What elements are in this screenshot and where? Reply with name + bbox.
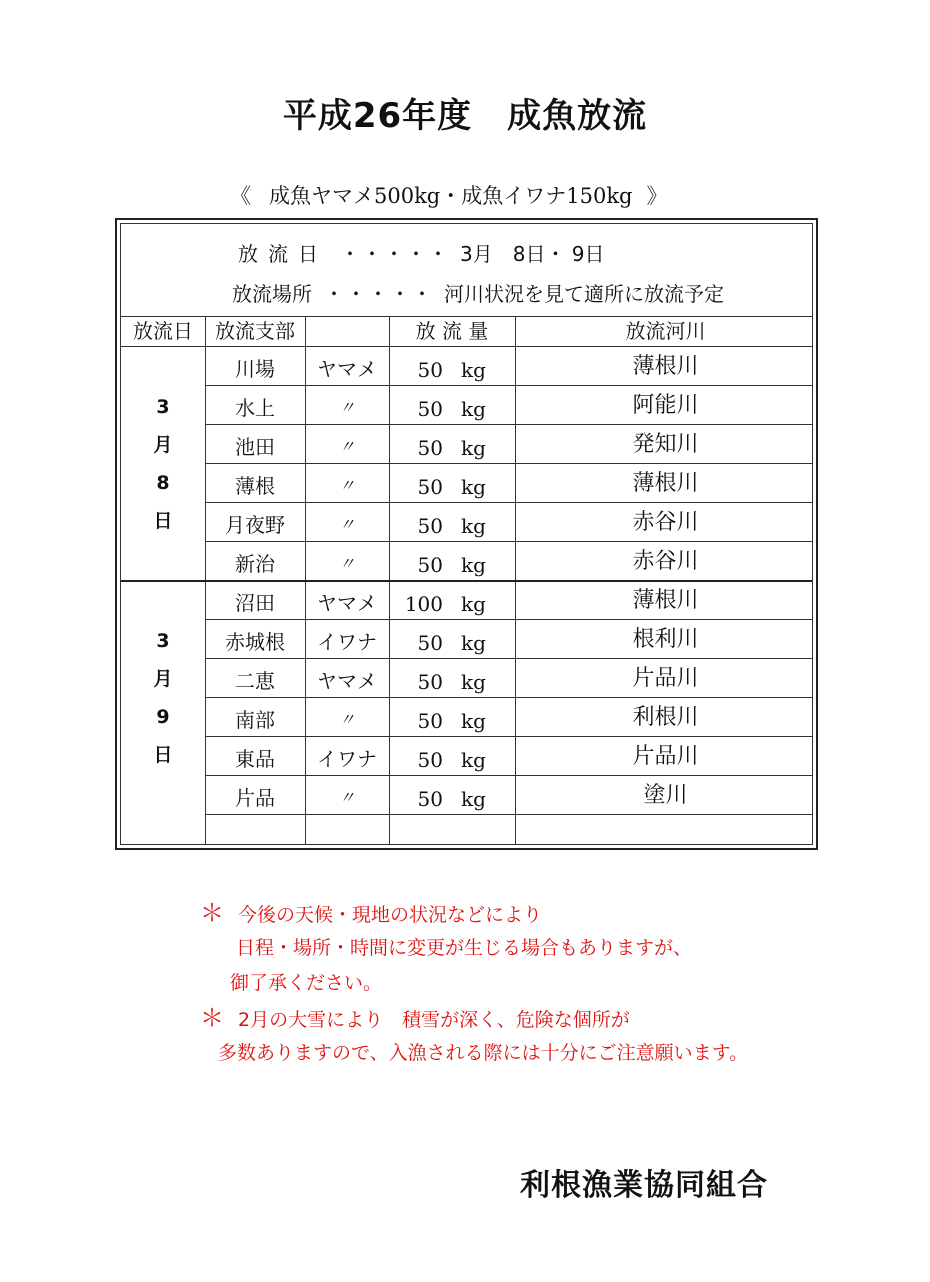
note-1-text: 今後の天候・現地の状況などにより <box>238 904 543 926</box>
table-row <box>205 425 812 464</box>
branch-cell: 月夜野 <box>225 513 285 537</box>
fish-cell: 〃 <box>338 476 355 495</box>
unit-cell: kg <box>461 553 486 577</box>
unit-cell: kg <box>461 514 486 538</box>
fish-cell: イワナ <box>317 747 377 771</box>
unit-cell: kg <box>461 358 486 382</box>
river-cell: 薄根川 <box>632 471 699 496</box>
group-date-char: 8 <box>156 472 170 494</box>
quantity-cell: 50 <box>417 709 443 733</box>
release-place-row <box>232 278 724 307</box>
fish-cell: 〃 <box>338 515 355 534</box>
subtitle-close-bracket: 》 <box>646 184 668 208</box>
river-cell: 阿能川 <box>632 393 699 418</box>
unit-cell: kg <box>461 436 486 460</box>
table-row <box>205 581 812 620</box>
river-cell: 赤谷川 <box>632 549 699 574</box>
release-date-row <box>238 238 605 267</box>
unit-cell: kg <box>461 631 486 655</box>
release-date-label: 放流日 <box>238 242 328 266</box>
release-place-value: 河川状況を見て適所に放流予定 <box>444 282 724 306</box>
branch-cell: 水上 <box>235 396 275 420</box>
group-date-char: 月 <box>153 434 173 456</box>
table-row <box>205 503 812 542</box>
note-2-text: 2月の大雪により 積雪が深く、危険な個所が <box>238 1009 630 1031</box>
fish-cell: 〃 <box>338 398 355 417</box>
header-river: 放流河川 <box>625 319 706 343</box>
header-amount: 放 流 量 <box>415 319 489 343</box>
quantity-cell: 50 <box>417 631 443 655</box>
fish-cell: ヤマメ <box>317 669 377 693</box>
unit-cell: kg <box>461 748 486 772</box>
branch-cell: 東品 <box>235 747 275 771</box>
note-2-line-1 <box>200 1001 630 1038</box>
fish-cell: ヤマメ <box>317 591 377 615</box>
quantity-cell: 50 <box>417 670 443 694</box>
group-date-char: 日 <box>153 744 173 766</box>
fish-cell: 〃 <box>338 710 355 729</box>
unit-cell: kg <box>461 397 486 421</box>
note-2-line-2: 多数ありますので、入漁される際には十分にご注意願います。 <box>218 1042 749 1064</box>
unit-cell: kg <box>461 670 486 694</box>
table-row <box>205 620 812 659</box>
unit-cell: kg <box>461 709 486 733</box>
fish-cell: ヤマメ <box>317 357 377 381</box>
group-date-vertical <box>121 622 205 774</box>
note-1-line-3: 御了承ください。 <box>230 972 383 994</box>
fish-cell: 〃 <box>338 788 355 807</box>
river-cell: 塗川 <box>643 783 688 808</box>
header-date: 放流日 <box>133 319 193 343</box>
fish-cell: 〃 <box>338 554 355 573</box>
group-date-char: 3 <box>156 396 170 418</box>
fish-cell: イワナ <box>317 630 377 654</box>
river-cell: 薄根川 <box>632 354 699 379</box>
quantity-cell: 50 <box>417 514 443 538</box>
header-branch: 放流支部 <box>215 319 295 343</box>
release-table-inner <box>120 223 813 845</box>
unit-cell: kg <box>461 592 486 616</box>
quantity-cell: 50 <box>417 358 443 382</box>
release-info <box>121 224 812 317</box>
quantity-cell: 50 <box>417 436 443 460</box>
quantity-cell: 50 <box>417 748 443 772</box>
branch-cell: 新治 <box>235 552 275 576</box>
release-date-value: 3月 8日・ 9日 <box>460 242 605 266</box>
asterisk-icon: ＊ <box>200 899 224 927</box>
group-date-char: 日 <box>153 510 173 532</box>
group-date-char: 9 <box>156 706 170 728</box>
table-header <box>121 316 812 347</box>
organization-name: 利根漁業協同組合 <box>520 1168 768 1203</box>
fish-cell: 〃 <box>338 437 355 456</box>
note-1-line-1 <box>200 896 542 933</box>
river-cell: 根利川 <box>632 627 699 652</box>
release-place-dots: ・・・・・ <box>324 282 434 306</box>
river-cell: 片品川 <box>632 666 699 691</box>
group-date-char: 月 <box>153 668 173 690</box>
branch-cell: 池田 <box>235 435 275 459</box>
page-title: 平成26年度 成魚放流 <box>282 96 648 136</box>
branch-cell: 沼田 <box>235 591 275 615</box>
table-row <box>205 347 812 386</box>
branch-cell: 赤城根 <box>225 630 285 654</box>
river-cell: 赤谷川 <box>632 510 699 535</box>
table-row <box>205 464 812 503</box>
subtitle-text: 成魚ヤマメ500kg・成魚イワナ150kg <box>269 184 633 208</box>
table-row <box>205 776 812 815</box>
quantity-cell: 50 <box>417 475 443 499</box>
river-cell: 利根川 <box>632 705 699 730</box>
quantity-cell: 50 <box>417 397 443 421</box>
table-row <box>205 737 812 776</box>
table-row <box>205 659 812 698</box>
table-row <box>205 386 812 425</box>
group-date-vertical <box>121 388 205 540</box>
river-cell: 発知川 <box>632 432 699 457</box>
branch-cell: 片品 <box>235 786 275 810</box>
unit-cell: kg <box>461 787 486 811</box>
subtitle-open-bracket: 《 <box>230 184 251 208</box>
unit-cell: kg <box>461 475 486 499</box>
branch-cell: 南部 <box>235 708 275 732</box>
quantity-cell: 50 <box>417 787 443 811</box>
branch-cell: 二恵 <box>235 669 275 693</box>
quantity-cell: 50 <box>417 553 443 577</box>
river-cell: 薄根川 <box>632 588 699 613</box>
note-1-line-2: 日程・場所・時間に変更が生じる場合もありますが、 <box>236 937 693 959</box>
table-row <box>205 698 812 737</box>
group-date-char: 3 <box>156 630 170 652</box>
branch-cell: 薄根 <box>235 474 275 498</box>
row-divider <box>205 814 812 815</box>
river-cell: 片品川 <box>632 744 699 769</box>
release-date-dots: ・・・・・ <box>340 242 450 266</box>
subtitle <box>230 180 668 210</box>
release-table <box>115 218 818 850</box>
quantity-cell: 100 <box>404 592 443 616</box>
asterisk-icon: ＊ <box>200 1004 224 1032</box>
table-row <box>205 542 812 581</box>
branch-cell: 川場 <box>235 357 275 381</box>
release-place-label: 放流場所 <box>232 282 312 306</box>
